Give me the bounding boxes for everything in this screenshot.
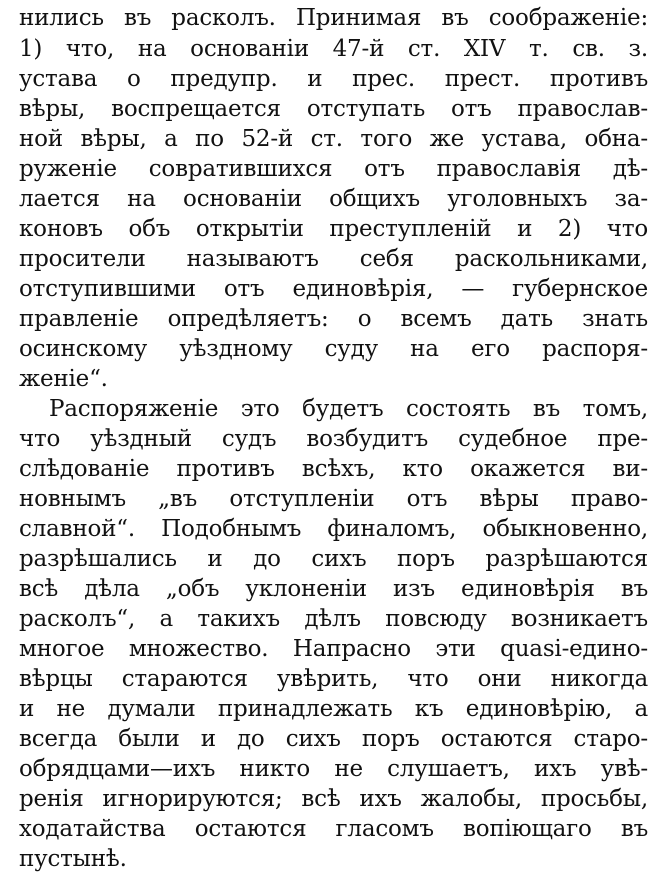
text-line-5: ной вѣры, а по 52-й ст. того же устава, обна- [19,126,648,152]
text-line-20: всѣ дѣла „объ уклоненiи изъ единовѣрiя въ [19,576,648,602]
text-line-7: лается на основанiи общихъ уголовныхъ за- [19,186,648,212]
text-line-12: осинскому уѣздному суду на его распоря- [19,336,648,362]
text-line-25: всегда были и до сихъ поръ остаются старо- [19,726,648,752]
paragraph-2-first-line: Распоряженie это будетъ состоять въ томъ, [49,396,648,422]
text-line-16: слѣдованie противъ всѣхъ, кто окажется ви- [19,456,648,482]
text-line-19: разрѣшались и до сихъ поръ разрѣшаются [19,546,648,572]
text-line-17: новнымъ „въ отступленiи отъ вѣры право- [19,486,648,512]
text-line-1: нились въ расколъ. Принимая въ соображенie: [19,5,648,31]
text-line-8: коновъ объ открытiи преступленiй и 2) что [19,216,648,242]
text-line-9: просители называютъ себя раскольниками, [19,246,648,272]
text-line-28: ходатайства остаются гласомъ вопiющаго въ [19,816,648,842]
text-line-24: и не думали принадлежать къ единовѣрiю, а [19,696,648,722]
text-line-29: пустынѣ. [19,846,127,872]
text-line-15: что уѣздный судъ возбудитъ судебное пре- [19,426,648,452]
text-line-26: обрядцами—ихъ никто не слушаетъ, ихъ увѣ- [19,756,648,782]
text-line-6: руженie совратившихся отъ православiя дѣ- [19,156,648,182]
text-line-11: правленie опредѣляетъ: о всемъ дать знать [19,306,648,332]
text-line-4: вѣры, воспрещается отступать отъ православ- [19,96,648,122]
text-line-22: многое множество. Напрасно эти quasi-едино- [19,636,648,662]
text-line-23: вѣрцы стараются увѣрить, что они никогда [19,666,648,692]
text-line-21: расколъ“, а такихъ дѣлъ повсюду возникаетъ [19,606,648,632]
text-line-2: 1) что, на основанiи 47-й ст. XIV т. св. з. [19,36,648,62]
text-line-10: отступившими отъ единовѣрiя, — губернское [19,276,648,302]
text-line-3: устава о предупр. и прес. прест. противъ [19,66,648,92]
text-line-13: женie“. [19,366,108,392]
text-line-27: ренiя игнорируются; всѣ ихъ жалобы, просьбы, [19,786,648,812]
text-line-18: славной“. Подобнымъ финаломъ, обыкновенно, [19,516,648,542]
